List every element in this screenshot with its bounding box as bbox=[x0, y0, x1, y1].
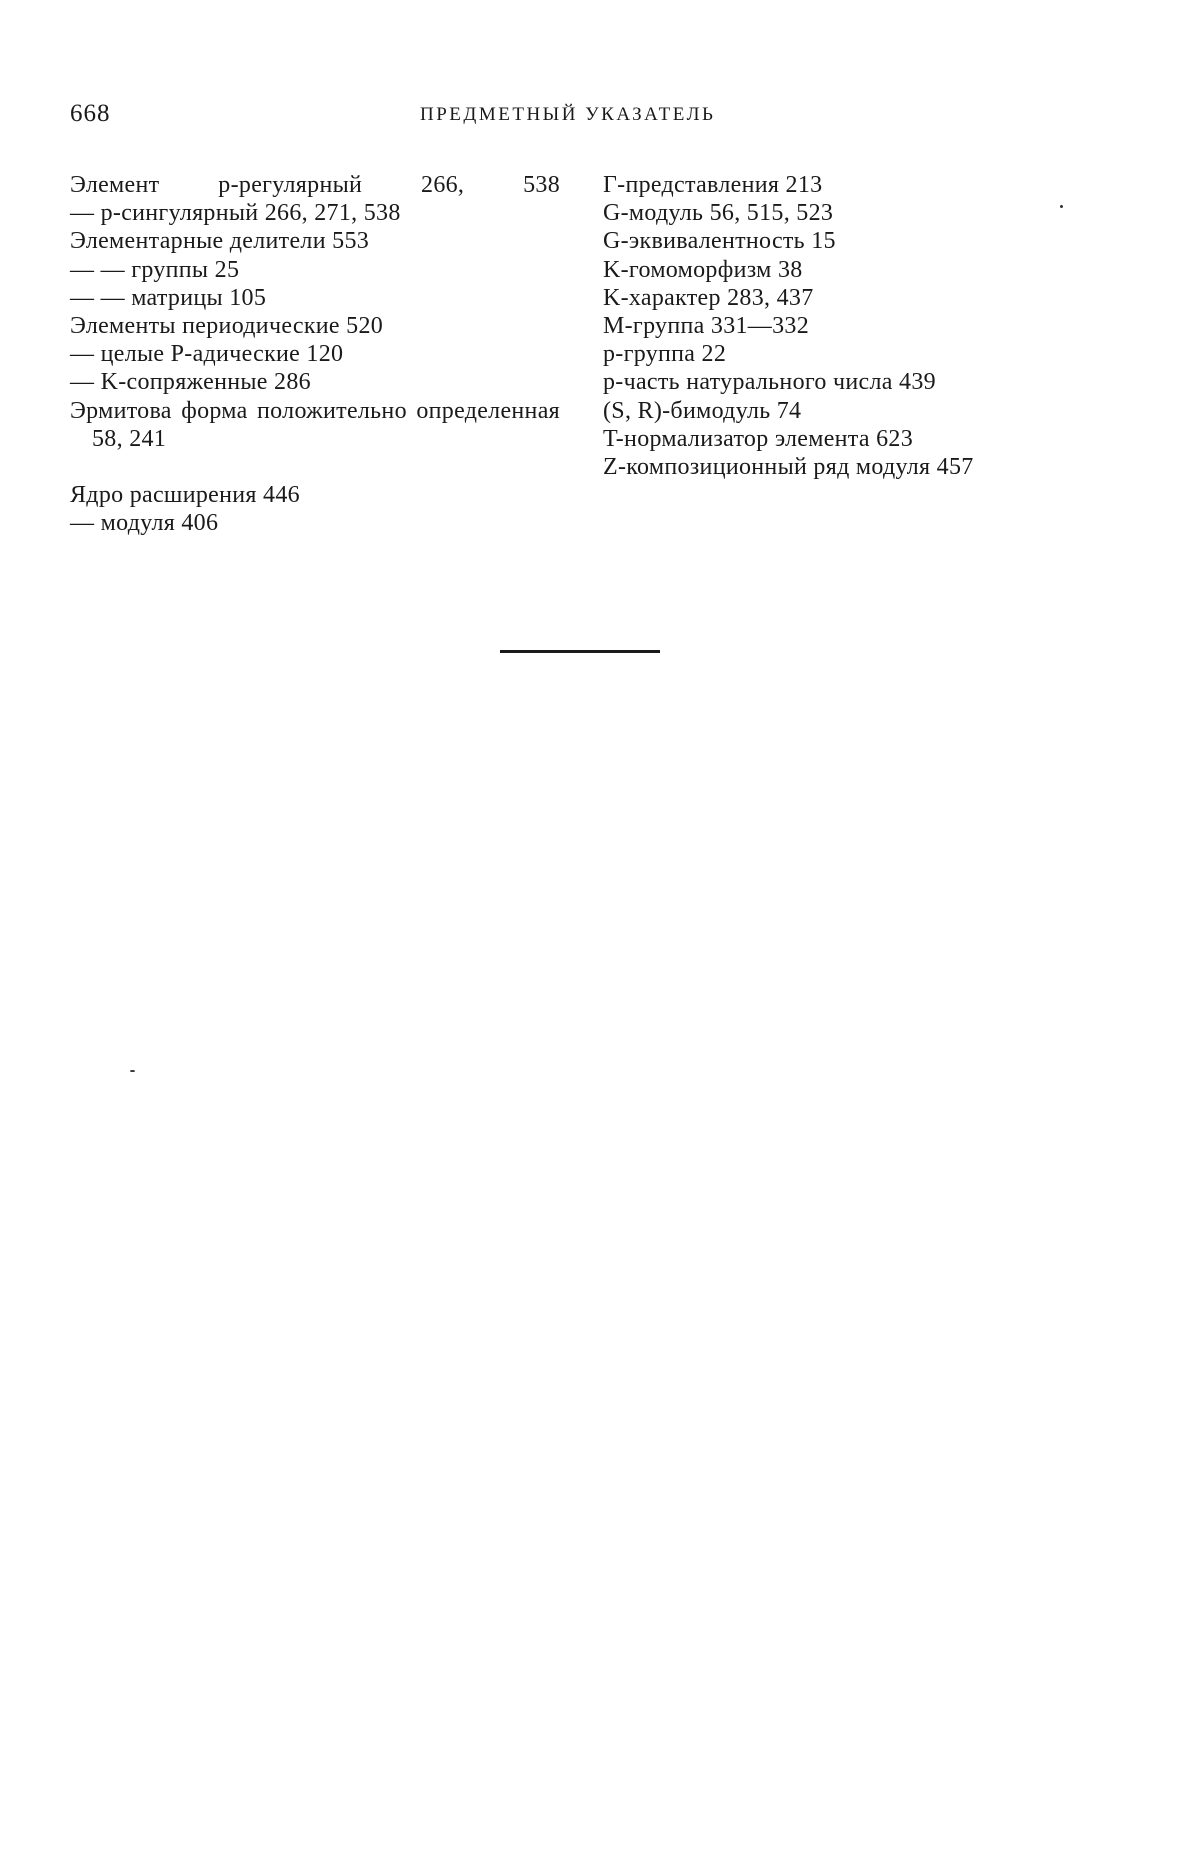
index-entry: — модуля 406 bbox=[70, 510, 219, 537]
index-entry: M-группа 331—332 bbox=[603, 313, 809, 340]
print-speck bbox=[130, 1070, 135, 1072]
page-number: 668 bbox=[70, 100, 111, 127]
index-entry: p-часть натурального числа 439 bbox=[603, 369, 936, 396]
index-entry: Элементы периодические 520 bbox=[70, 313, 384, 340]
index-entry: Элемент p-регулярный 266, 538 bbox=[70, 172, 560, 198]
index-column-right bbox=[603, 171, 1100, 481]
page-header bbox=[70, 100, 1100, 134]
index-entry: K-характер 283, 437 bbox=[603, 284, 814, 311]
running-title: ПРЕДМЕТНЫЙ УКАЗАТЕЛЬ bbox=[420, 104, 716, 125]
index-column-left bbox=[70, 171, 560, 537]
index-entry: (S, R)-бимодуль 74 bbox=[603, 397, 802, 424]
index-entry: Z-композиционный ряд модуля 457 bbox=[603, 454, 974, 481]
section-gap bbox=[70, 453, 560, 481]
index-entry: p-группа 22 bbox=[603, 341, 727, 368]
index-entry: Ядро расширения 446 bbox=[70, 482, 300, 509]
index-entry: — — группы 25 bbox=[70, 256, 240, 283]
index-entry: K-гомоморфизм 38 bbox=[603, 256, 803, 283]
index-entry: — — матрицы 105 bbox=[70, 284, 267, 311]
index-entry: G-модуль 56, 515, 523 bbox=[603, 200, 834, 227]
index-entry: Γ-представления 213 bbox=[603, 172, 823, 198]
index-entry: Элементарные делители 553 bbox=[70, 228, 370, 255]
index-entry: — K-сопряженные 286 bbox=[70, 369, 311, 396]
end-rule bbox=[500, 650, 660, 653]
index-entry: — p-сингулярный 266, 271, 538 bbox=[70, 200, 401, 227]
print-speck bbox=[1060, 205, 1063, 208]
index-entry: Эрмитова форма положительно определенная 58, 241 bbox=[70, 397, 560, 452]
index-entry: T-нормализатор элемента 623 bbox=[603, 425, 914, 452]
index-entry: G-эквивалентность 15 bbox=[603, 228, 836, 255]
index-entry: — целые P-адические 120 bbox=[70, 341, 344, 368]
